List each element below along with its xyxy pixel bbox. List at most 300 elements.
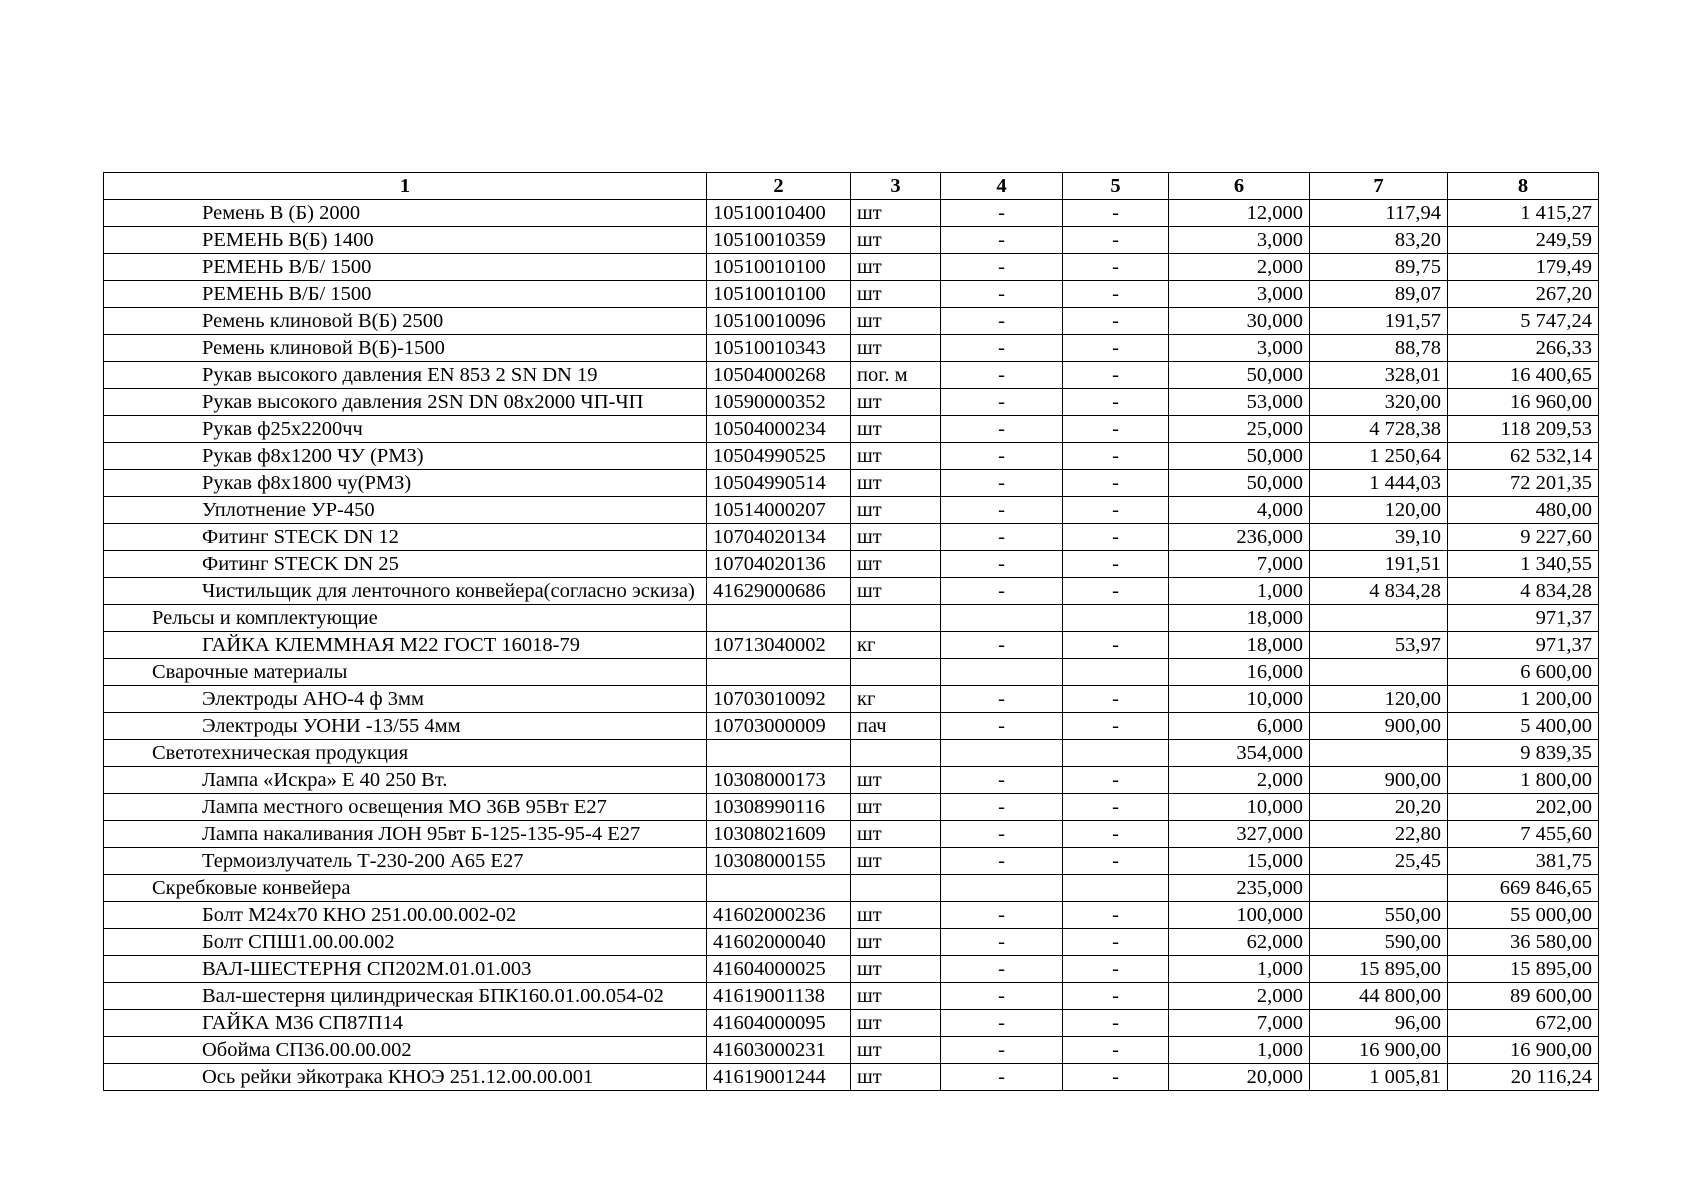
item-name-cell: Рукав ф25х2200чч bbox=[104, 416, 707, 443]
unit-cell: шт bbox=[851, 821, 941, 848]
unit-cell: шт bbox=[851, 929, 941, 956]
sum-cell: 266,33 bbox=[1448, 335, 1599, 362]
quantity-cell: 50,000 bbox=[1169, 470, 1310, 497]
column-5-cell: - bbox=[1063, 794, 1169, 821]
item-name-cell: Лампа «Искра» Е 40 250 Вт. bbox=[104, 767, 707, 794]
item-code-cell: 10510010359 bbox=[707, 227, 851, 254]
column-4-cell: - bbox=[941, 1037, 1063, 1064]
item-name-cell: Болт М24х70 КНО 251.00.00.002-02 bbox=[104, 902, 707, 929]
column-4-cell: - bbox=[941, 902, 1063, 929]
quantity-cell: 30,000 bbox=[1169, 308, 1310, 335]
empty-cell bbox=[941, 740, 1063, 767]
price-cell: 191,51 bbox=[1310, 551, 1448, 578]
column-5-cell: - bbox=[1063, 1010, 1169, 1037]
empty-cell bbox=[1310, 875, 1448, 902]
item-code-cell: 10504000234 bbox=[707, 416, 851, 443]
empty-cell bbox=[851, 740, 941, 767]
column-5-cell: - bbox=[1063, 1064, 1169, 1091]
price-cell: 117,94 bbox=[1310, 200, 1448, 227]
empty-cell bbox=[1063, 740, 1169, 767]
quantity-cell: 1,000 bbox=[1169, 578, 1310, 605]
unit-cell: шт bbox=[851, 902, 941, 929]
unit-cell: шт bbox=[851, 281, 941, 308]
inventory-table bbox=[103, 172, 1599, 1091]
item-code-cell: 10703000009 bbox=[707, 713, 851, 740]
item-code-cell: 10504000268 bbox=[707, 362, 851, 389]
column-header: 7 bbox=[1310, 173, 1448, 200]
column-4-cell: - bbox=[941, 578, 1063, 605]
quantity-cell: 7,000 bbox=[1169, 1010, 1310, 1037]
item-name-cell: ГАЙКА М36 СП87П14 bbox=[104, 1010, 707, 1037]
column-4-cell: - bbox=[941, 983, 1063, 1010]
column-4-cell: - bbox=[941, 686, 1063, 713]
sum-cell: 16 400,65 bbox=[1448, 362, 1599, 389]
sum-cell: 9 227,60 bbox=[1448, 524, 1599, 551]
column-4-cell: - bbox=[941, 443, 1063, 470]
quantity-cell: 20,000 bbox=[1169, 1064, 1310, 1091]
quantity-cell: 1,000 bbox=[1169, 956, 1310, 983]
price-cell: 88,78 bbox=[1310, 335, 1448, 362]
column-header: 6 bbox=[1169, 173, 1310, 200]
sum-cell: 16 960,00 bbox=[1448, 389, 1599, 416]
item-name-cell: ГАЙКА КЛЕММНАЯ М22 ГОСТ 16018-79 bbox=[104, 632, 707, 659]
sum-cell: 672,00 bbox=[1448, 1010, 1599, 1037]
empty-cell bbox=[707, 740, 851, 767]
price-cell: 120,00 bbox=[1310, 497, 1448, 524]
price-cell: 22,80 bbox=[1310, 821, 1448, 848]
price-cell: 320,00 bbox=[1310, 389, 1448, 416]
item-code-cell: 10308000173 bbox=[707, 767, 851, 794]
column-4-cell: - bbox=[941, 335, 1063, 362]
sum-cell: 179,49 bbox=[1448, 254, 1599, 281]
price-cell: 20,20 bbox=[1310, 794, 1448, 821]
item-name-cell: Электроды УОНИ -13/55 4мм bbox=[104, 713, 707, 740]
item-row bbox=[104, 632, 1599, 659]
unit-cell: пог. м bbox=[851, 362, 941, 389]
quantity-cell: 25,000 bbox=[1169, 416, 1310, 443]
empty-cell bbox=[707, 659, 851, 686]
item-row bbox=[104, 1064, 1599, 1091]
item-row bbox=[104, 281, 1599, 308]
item-name-cell: Рукав высокого давления 2SN DN 08х2000 ЧП-ЧП bbox=[104, 389, 707, 416]
column-5-cell: - bbox=[1063, 767, 1169, 794]
item-name-cell: Лампа накаливания ЛОН 95вт Б-125-135-95-4 Е27 bbox=[104, 821, 707, 848]
item-code-cell: 10510010100 bbox=[707, 254, 851, 281]
quantity-cell: 18,000 bbox=[1169, 632, 1310, 659]
price-cell: 44 800,00 bbox=[1310, 983, 1448, 1010]
quantity-cell: 10,000 bbox=[1169, 686, 1310, 713]
item-name-cell: Фитинг STECK DN 25 bbox=[104, 551, 707, 578]
quantity-cell: 2,000 bbox=[1169, 254, 1310, 281]
column-header: 5 bbox=[1063, 173, 1169, 200]
quantity-cell: 3,000 bbox=[1169, 281, 1310, 308]
column-5-cell: - bbox=[1063, 902, 1169, 929]
item-code-cell: 41602000040 bbox=[707, 929, 851, 956]
unit-cell: шт bbox=[851, 335, 941, 362]
quantity-cell: 62,000 bbox=[1169, 929, 1310, 956]
group-sum-cell: 6 600,00 bbox=[1448, 659, 1599, 686]
unit-cell: кг bbox=[851, 686, 941, 713]
item-name-cell: Ремень В (Б) 2000 bbox=[104, 200, 707, 227]
item-name-cell: Ремень клиновой В(Б) 2500 bbox=[104, 308, 707, 335]
column-4-cell: - bbox=[941, 767, 1063, 794]
item-code-cell: 41619001244 bbox=[707, 1064, 851, 1091]
item-code-cell: 10504990514 bbox=[707, 470, 851, 497]
column-4-cell: - bbox=[941, 632, 1063, 659]
unit-cell: шт bbox=[851, 200, 941, 227]
sum-cell: 1 800,00 bbox=[1448, 767, 1599, 794]
item-row bbox=[104, 767, 1599, 794]
table-header-row bbox=[104, 173, 1599, 200]
group-row bbox=[104, 875, 1599, 902]
item-row bbox=[104, 1010, 1599, 1037]
column-5-cell: - bbox=[1063, 578, 1169, 605]
unit-cell: пач bbox=[851, 713, 941, 740]
sum-cell: 89 600,00 bbox=[1448, 983, 1599, 1010]
column-5-cell: - bbox=[1063, 308, 1169, 335]
quantity-cell: 3,000 bbox=[1169, 227, 1310, 254]
sum-cell: 20 116,24 bbox=[1448, 1064, 1599, 1091]
item-code-cell: 41603000231 bbox=[707, 1037, 851, 1064]
column-4-cell: - bbox=[941, 848, 1063, 875]
column-5-cell: - bbox=[1063, 956, 1169, 983]
column-5-cell: - bbox=[1063, 848, 1169, 875]
sum-cell: 62 532,14 bbox=[1448, 443, 1599, 470]
group-name-cell: Светотехническая продукция bbox=[104, 740, 707, 767]
item-code-cell: 10308021609 bbox=[707, 821, 851, 848]
column-4-cell: - bbox=[941, 551, 1063, 578]
group-sum-cell: 669 846,65 bbox=[1448, 875, 1599, 902]
group-quantity-cell: 18,000 bbox=[1169, 605, 1310, 632]
sum-cell: 1 340,55 bbox=[1448, 551, 1599, 578]
price-cell: 25,45 bbox=[1310, 848, 1448, 875]
item-name-cell: Рукав высокого давления EN 853 2 SN DN 19 bbox=[104, 362, 707, 389]
item-row bbox=[104, 713, 1599, 740]
item-name-cell: Лампа местного освещения МО 36В 95Вт Е27 bbox=[104, 794, 707, 821]
quantity-cell: 1,000 bbox=[1169, 1037, 1310, 1064]
sum-cell: 480,00 bbox=[1448, 497, 1599, 524]
quantity-cell: 327,000 bbox=[1169, 821, 1310, 848]
item-code-cell: 41604000025 bbox=[707, 956, 851, 983]
unit-cell: шт bbox=[851, 416, 941, 443]
item-name-cell: Рукав ф8х1800 чу(РМЗ) bbox=[104, 470, 707, 497]
item-code-cell: 41604000095 bbox=[707, 1010, 851, 1037]
item-row bbox=[104, 254, 1599, 281]
column-4-cell: - bbox=[941, 524, 1063, 551]
item-row bbox=[104, 983, 1599, 1010]
column-5-cell: - bbox=[1063, 686, 1169, 713]
column-5-cell: - bbox=[1063, 416, 1169, 443]
column-5-cell: - bbox=[1063, 200, 1169, 227]
item-code-cell: 10514000207 bbox=[707, 497, 851, 524]
group-row bbox=[104, 605, 1599, 632]
price-cell: 191,57 bbox=[1310, 308, 1448, 335]
sum-cell: 267,20 bbox=[1448, 281, 1599, 308]
column-4-cell: - bbox=[941, 1064, 1063, 1091]
item-row bbox=[104, 821, 1599, 848]
item-code-cell: 10308000155 bbox=[707, 848, 851, 875]
item-name-cell: Уплотнение УР-450 bbox=[104, 497, 707, 524]
item-name-cell: Чистильщик для ленточного конвейера(согласно эскиза) bbox=[104, 578, 707, 605]
item-code-cell: 10510010343 bbox=[707, 335, 851, 362]
group-name-cell: Сварочные материалы bbox=[104, 659, 707, 686]
quantity-cell: 10,000 bbox=[1169, 794, 1310, 821]
item-code-cell: 41602000236 bbox=[707, 902, 851, 929]
column-5-cell: - bbox=[1063, 524, 1169, 551]
unit-cell: шт bbox=[851, 308, 941, 335]
sum-cell: 381,75 bbox=[1448, 848, 1599, 875]
column-4-cell: - bbox=[941, 254, 1063, 281]
empty-cell bbox=[1063, 875, 1169, 902]
column-4-cell: - bbox=[941, 794, 1063, 821]
column-4-cell: - bbox=[941, 281, 1063, 308]
column-5-cell: - bbox=[1063, 362, 1169, 389]
price-cell: 328,01 bbox=[1310, 362, 1448, 389]
price-cell: 4 728,38 bbox=[1310, 416, 1448, 443]
item-row bbox=[104, 956, 1599, 983]
item-row bbox=[104, 443, 1599, 470]
price-cell: 96,00 bbox=[1310, 1010, 1448, 1037]
unit-cell: шт bbox=[851, 1037, 941, 1064]
item-row bbox=[104, 1037, 1599, 1064]
quantity-cell: 15,000 bbox=[1169, 848, 1310, 875]
column-4-cell: - bbox=[941, 497, 1063, 524]
empty-cell bbox=[707, 605, 851, 632]
sum-cell: 15 895,00 bbox=[1448, 956, 1599, 983]
column-5-cell: - bbox=[1063, 335, 1169, 362]
column-4-cell: - bbox=[941, 956, 1063, 983]
item-code-cell: 10510010096 bbox=[707, 308, 851, 335]
column-5-cell: - bbox=[1063, 227, 1169, 254]
item-name-cell: Рукав ф8х1200 ЧУ (РМЗ) bbox=[104, 443, 707, 470]
item-code-cell: 10308990116 bbox=[707, 794, 851, 821]
unit-cell: шт bbox=[851, 524, 941, 551]
group-sum-cell: 9 839,35 bbox=[1448, 740, 1599, 767]
column-5-cell: - bbox=[1063, 254, 1169, 281]
column-header: 4 bbox=[941, 173, 1063, 200]
price-cell: 1 444,03 bbox=[1310, 470, 1448, 497]
empty-cell bbox=[1063, 659, 1169, 686]
item-row bbox=[104, 524, 1599, 551]
quantity-cell: 12,000 bbox=[1169, 200, 1310, 227]
column-header: 3 bbox=[851, 173, 941, 200]
unit-cell: шт bbox=[851, 389, 941, 416]
sum-cell: 55 000,00 bbox=[1448, 902, 1599, 929]
item-row bbox=[104, 497, 1599, 524]
unit-cell: шт bbox=[851, 983, 941, 1010]
unit-cell: кг bbox=[851, 632, 941, 659]
item-row bbox=[104, 551, 1599, 578]
group-name-cell: Скребковые конвейера bbox=[104, 875, 707, 902]
item-row bbox=[104, 848, 1599, 875]
column-4-cell: - bbox=[941, 308, 1063, 335]
sum-cell: 5 747,24 bbox=[1448, 308, 1599, 335]
column-4-cell: - bbox=[941, 821, 1063, 848]
empty-cell bbox=[941, 605, 1063, 632]
item-row bbox=[104, 308, 1599, 335]
sum-cell: 5 400,00 bbox=[1448, 713, 1599, 740]
column-4-cell: - bbox=[941, 227, 1063, 254]
empty-cell bbox=[1063, 605, 1169, 632]
column-5-cell: - bbox=[1063, 929, 1169, 956]
empty-cell bbox=[851, 875, 941, 902]
item-code-cell: 10713040002 bbox=[707, 632, 851, 659]
unit-cell: шт bbox=[851, 497, 941, 524]
sum-cell: 1 200,00 bbox=[1448, 686, 1599, 713]
quantity-cell: 7,000 bbox=[1169, 551, 1310, 578]
unit-cell: шт bbox=[851, 578, 941, 605]
item-row bbox=[104, 335, 1599, 362]
group-row bbox=[104, 740, 1599, 767]
column-5-cell: - bbox=[1063, 1037, 1169, 1064]
item-row bbox=[104, 200, 1599, 227]
price-cell: 83,20 bbox=[1310, 227, 1448, 254]
unit-cell: шт bbox=[851, 848, 941, 875]
quantity-cell: 236,000 bbox=[1169, 524, 1310, 551]
price-cell: 1 005,81 bbox=[1310, 1064, 1448, 1091]
empty-cell bbox=[707, 875, 851, 902]
empty-cell bbox=[1310, 659, 1448, 686]
column-5-cell: - bbox=[1063, 632, 1169, 659]
sum-cell: 249,59 bbox=[1448, 227, 1599, 254]
column-4-cell: - bbox=[941, 1010, 1063, 1037]
quantity-cell: 2,000 bbox=[1169, 983, 1310, 1010]
unit-cell: шт bbox=[851, 956, 941, 983]
item-row bbox=[104, 227, 1599, 254]
column-4-cell: - bbox=[941, 200, 1063, 227]
item-code-cell: 41629000686 bbox=[707, 578, 851, 605]
price-cell: 53,97 bbox=[1310, 632, 1448, 659]
price-cell: 1 250,64 bbox=[1310, 443, 1448, 470]
sum-cell: 72 201,35 bbox=[1448, 470, 1599, 497]
price-cell: 550,00 bbox=[1310, 902, 1448, 929]
column-5-cell: - bbox=[1063, 443, 1169, 470]
column-4-cell: - bbox=[941, 713, 1063, 740]
column-5-cell: - bbox=[1063, 551, 1169, 578]
column-5-cell: - bbox=[1063, 713, 1169, 740]
column-header: 8 bbox=[1448, 173, 1599, 200]
item-name-cell: Ось рейки эйкотрака КНОЭ 251.12.00.00.001 bbox=[104, 1064, 707, 1091]
group-quantity-cell: 235,000 bbox=[1169, 875, 1310, 902]
empty-cell bbox=[1310, 740, 1448, 767]
item-code-cell: 10703010092 bbox=[707, 686, 851, 713]
column-4-cell: - bbox=[941, 470, 1063, 497]
item-row bbox=[104, 470, 1599, 497]
empty-cell bbox=[941, 659, 1063, 686]
price-cell: 89,07 bbox=[1310, 281, 1448, 308]
sum-cell: 971,37 bbox=[1448, 632, 1599, 659]
item-name-cell: ВАЛ-ШЕСТЕРНЯ СП202М.01.01.003 bbox=[104, 956, 707, 983]
item-row bbox=[104, 578, 1599, 605]
item-name-cell: РЕМЕНЬ В(Б) 1400 bbox=[104, 227, 707, 254]
item-code-cell: 10590000352 bbox=[707, 389, 851, 416]
column-5-cell: - bbox=[1063, 281, 1169, 308]
unit-cell: шт bbox=[851, 794, 941, 821]
price-cell: 15 895,00 bbox=[1310, 956, 1448, 983]
group-row bbox=[104, 659, 1599, 686]
item-row bbox=[104, 794, 1599, 821]
column-header: 2 bbox=[707, 173, 851, 200]
column-5-cell: - bbox=[1063, 470, 1169, 497]
sum-cell: 1 415,27 bbox=[1448, 200, 1599, 227]
quantity-cell: 53,000 bbox=[1169, 389, 1310, 416]
sum-cell: 16 900,00 bbox=[1448, 1037, 1599, 1064]
column-5-cell: - bbox=[1063, 389, 1169, 416]
item-row bbox=[104, 362, 1599, 389]
empty-cell bbox=[941, 875, 1063, 902]
item-name-cell: Ремень клиновой В(Б)-1500 bbox=[104, 335, 707, 362]
item-code-cell: 10510010400 bbox=[707, 200, 851, 227]
empty-cell bbox=[851, 659, 941, 686]
column-5-cell: - bbox=[1063, 983, 1169, 1010]
item-code-cell: 10704020134 bbox=[707, 524, 851, 551]
quantity-cell: 3,000 bbox=[1169, 335, 1310, 362]
item-row bbox=[104, 389, 1599, 416]
sum-cell: 202,00 bbox=[1448, 794, 1599, 821]
column-4-cell: - bbox=[941, 929, 1063, 956]
unit-cell: шт bbox=[851, 767, 941, 794]
quantity-cell: 50,000 bbox=[1169, 362, 1310, 389]
quantity-cell: 50,000 bbox=[1169, 443, 1310, 470]
item-row bbox=[104, 902, 1599, 929]
unit-cell: шт bbox=[851, 551, 941, 578]
quantity-cell: 6,000 bbox=[1169, 713, 1310, 740]
unit-cell: шт bbox=[851, 254, 941, 281]
item-code-cell: 10510010100 bbox=[707, 281, 851, 308]
column-4-cell: - bbox=[941, 389, 1063, 416]
price-cell: 120,00 bbox=[1310, 686, 1448, 713]
column-5-cell: - bbox=[1063, 497, 1169, 524]
item-name-cell: РЕМЕНЬ В/Б/ 1500 bbox=[104, 281, 707, 308]
table-body bbox=[104, 200, 1599, 1091]
column-4-cell: - bbox=[941, 362, 1063, 389]
unit-cell: шт bbox=[851, 1010, 941, 1037]
column-4-cell: - bbox=[941, 416, 1063, 443]
item-code-cell: 10704020136 bbox=[707, 551, 851, 578]
item-name-cell: Болт СПШ1.00.00.002 bbox=[104, 929, 707, 956]
price-cell: 89,75 bbox=[1310, 254, 1448, 281]
group-quantity-cell: 16,000 bbox=[1169, 659, 1310, 686]
sum-cell: 36 580,00 bbox=[1448, 929, 1599, 956]
quantity-cell: 4,000 bbox=[1169, 497, 1310, 524]
group-name-cell: Рельсы и комплектующие bbox=[104, 605, 707, 632]
item-name-cell: Термоизлучатель Т-230-200 А65 Е27 bbox=[104, 848, 707, 875]
item-code-cell: 10504990525 bbox=[707, 443, 851, 470]
group-sum-cell: 971,37 bbox=[1448, 605, 1599, 632]
quantity-cell: 100,000 bbox=[1169, 902, 1310, 929]
quantity-cell: 2,000 bbox=[1169, 767, 1310, 794]
item-name-cell: РЕМЕНЬ В/Б/ 1500 bbox=[104, 254, 707, 281]
item-name-cell: Электроды АНО-4 ф 3мм bbox=[104, 686, 707, 713]
group-quantity-cell: 354,000 bbox=[1169, 740, 1310, 767]
price-cell: 4 834,28 bbox=[1310, 578, 1448, 605]
column-5-cell: - bbox=[1063, 821, 1169, 848]
unit-cell: шт bbox=[851, 443, 941, 470]
unit-cell: шт bbox=[851, 227, 941, 254]
item-code-cell: 41619001138 bbox=[707, 983, 851, 1010]
item-name-cell: Вал-шестерня цилиндрическая БПК160.01.00.054-02 bbox=[104, 983, 707, 1010]
item-name-cell: Обойма СП36.00.00.002 bbox=[104, 1037, 707, 1064]
sum-cell: 118 209,53 bbox=[1448, 416, 1599, 443]
item-row bbox=[104, 686, 1599, 713]
price-cell: 900,00 bbox=[1310, 767, 1448, 794]
price-cell: 39,10 bbox=[1310, 524, 1448, 551]
item-row bbox=[104, 929, 1599, 956]
unit-cell: шт bbox=[851, 470, 941, 497]
sum-cell: 4 834,28 bbox=[1448, 578, 1599, 605]
sum-cell: 7 455,60 bbox=[1448, 821, 1599, 848]
price-cell: 900,00 bbox=[1310, 713, 1448, 740]
